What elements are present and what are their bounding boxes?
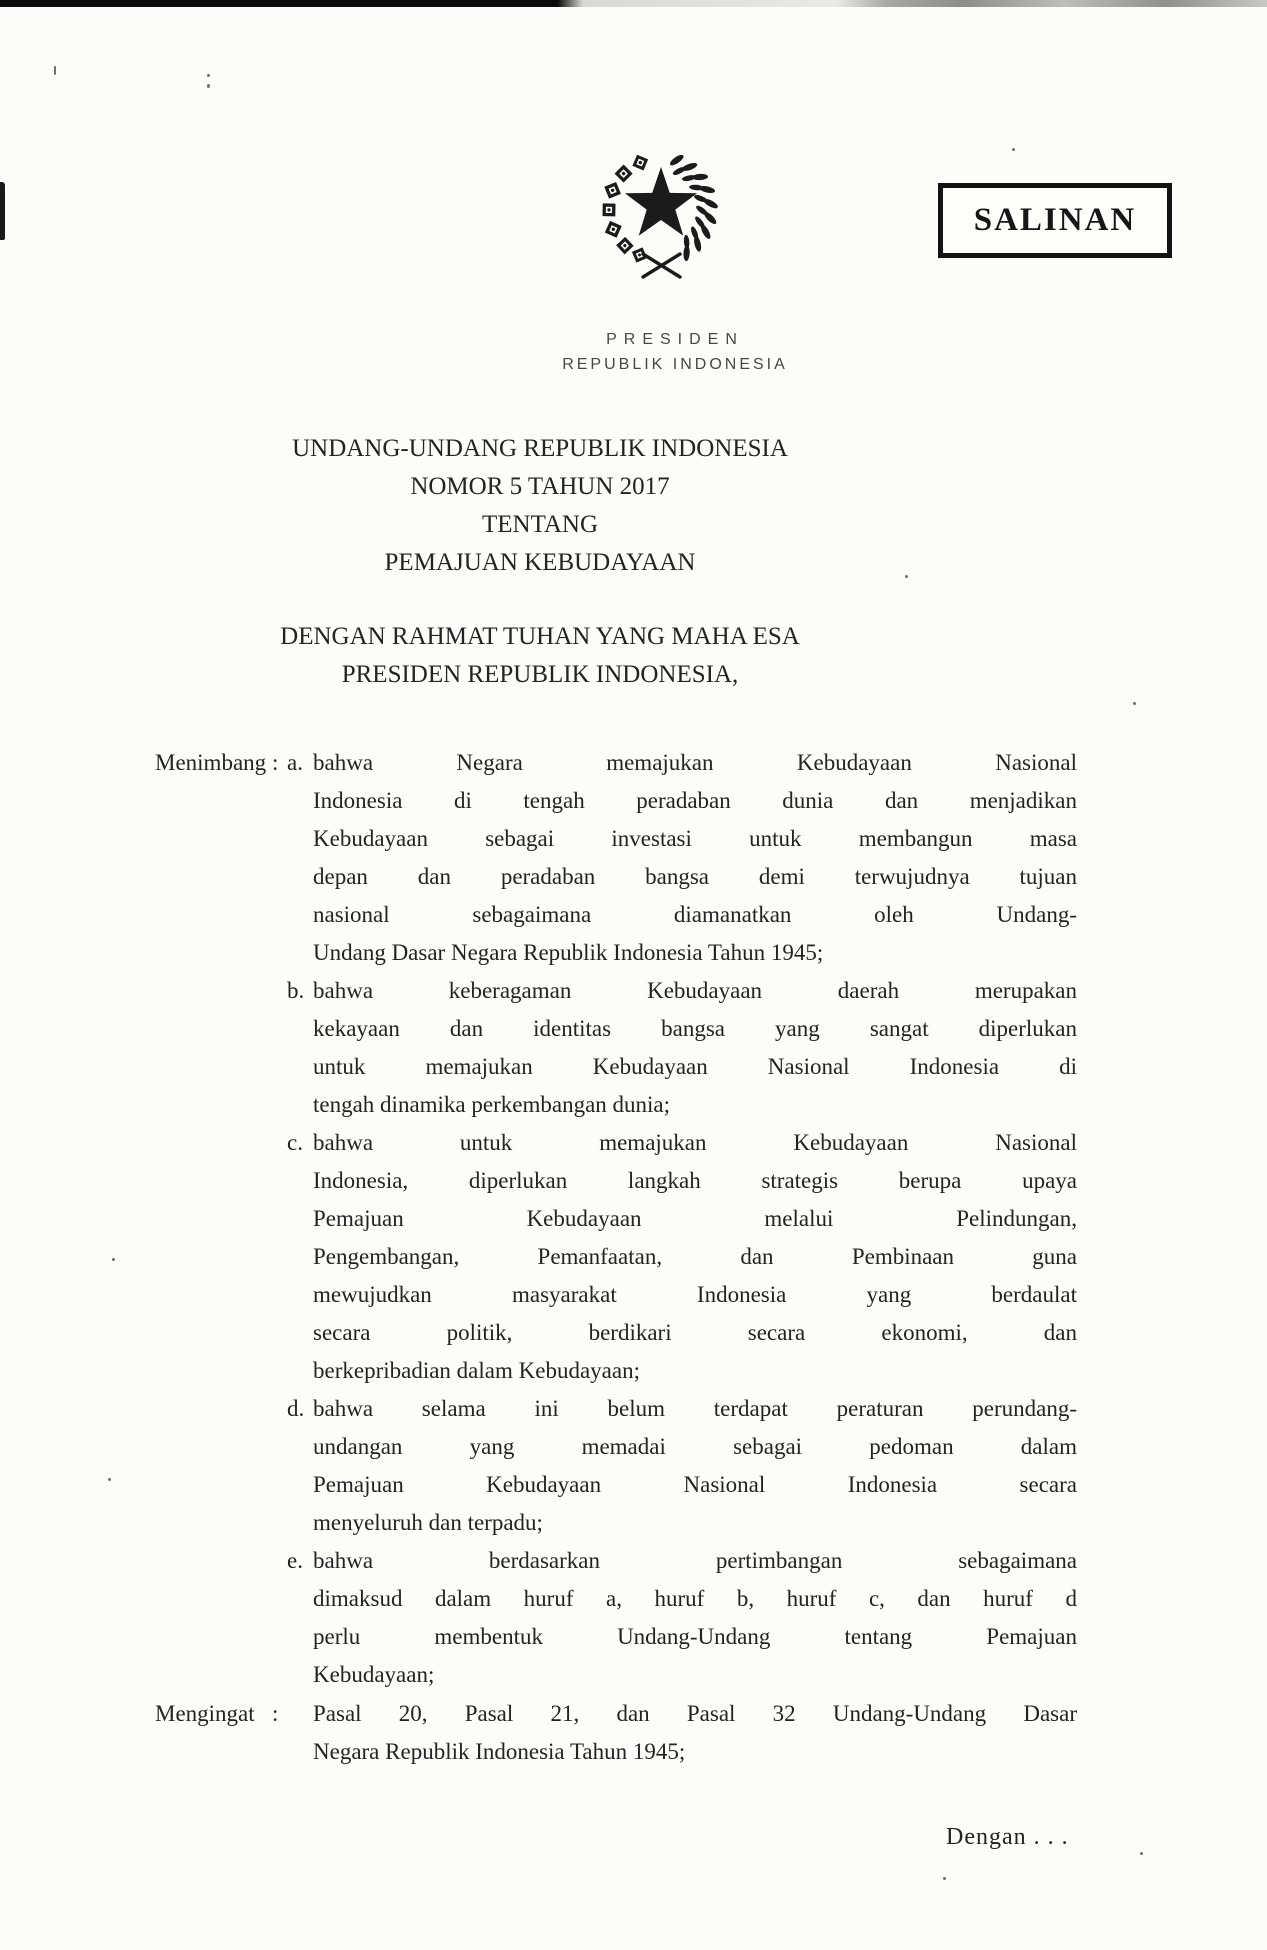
scan-speck: [1133, 702, 1136, 705]
scan-artifact-top-strip: [0, 0, 1267, 7]
text-line: Indonesia di tengah peradaban dunia dan menjadikan: [313, 788, 1077, 813]
scan-speck: [1012, 148, 1015, 151]
item-letter: b.: [287, 978, 305, 1003]
text-line: NOMOR 5 TAHUN 2017: [410, 473, 670, 500]
text-line: Indonesia, diperlukan langkah strategis berupa upaya: [313, 1168, 1077, 1193]
item-lines: [313, 1542, 1077, 1694]
text-line: DENGAN RAHMAT TUHAN YANG MAHA ESA: [280, 623, 800, 650]
scan-speck: [1140, 1852, 1143, 1855]
recital-lines: [313, 1695, 1077, 1771]
recital-spacer: [287, 1695, 313, 1771]
text-line: menyeluruh dan terpadu;: [313, 1510, 543, 1535]
text-line: Pemajuan Kebudayaan Nasional Indonesia secara: [313, 1472, 1077, 1497]
text-line: Pasal 20, Pasal 21, dan Pasal 32 Undang-Undang Dasar: [313, 1701, 1077, 1726]
presidential-star-wreath-seal-icon: [583, 143, 735, 301]
item-lines: [313, 1390, 1077, 1542]
text-line: Kebudayaan sebagai investasi untuk membangun masa: [313, 826, 1077, 851]
text-line: tengah dinamika perkembangan dunia;: [313, 1092, 671, 1117]
item-lines: [313, 744, 1077, 972]
considerations-items: [287, 744, 1077, 1694]
text-line: kekayaan dan identitas bangsa yang sangat diperlukan: [313, 1016, 1077, 1041]
item-letter: e.: [287, 1548, 303, 1573]
text-line: berkepribadian dalam Kebudayaan;: [313, 1358, 640, 1383]
text-line: bahwa selama ini belum terdapat peraturan perundang-: [313, 1396, 1077, 1421]
text-line: mewujudkan masyarakat Indonesia yang berdaulat: [313, 1282, 1077, 1307]
letterhead-presiden: PRESIDEN: [606, 331, 744, 348]
salinan-stamp-label: SALINAN: [973, 202, 1137, 238]
scan-artifact-left-mark: [0, 182, 5, 240]
considerations-label: Menimbang: [155, 750, 267, 775]
text-line: PEMAJUAN KEBUDAYAAN: [384, 549, 696, 576]
text-line: secara politik, berdikari secara ekonomi, dan: [313, 1320, 1077, 1345]
recital-label: Mengingat: [155, 1701, 255, 1726]
text-line: nasional sebagaimana diamanatkan oleh Undang-: [313, 902, 1077, 927]
consideration-item: [287, 1124, 1077, 1390]
consideration-item: [287, 1390, 1077, 1542]
consideration-item: [287, 972, 1077, 1124]
letterhead: [525, 331, 825, 374]
scan-speck: [207, 74, 210, 77]
text-line: Pemajuan Kebudayaan melalui Pelindungan,: [313, 1206, 1077, 1231]
text-line: PRESIDEN REPUBLIK INDONESIA,: [341, 661, 739, 688]
text-line: bahwa untuk memajukan Kebudayaan Nasional: [313, 1130, 1077, 1155]
text-line: TENTANG: [481, 511, 599, 538]
preamble-block: [158, 618, 922, 694]
letterhead-republik-indonesia: REPUBLIK INDONESIA: [562, 356, 788, 373]
scan-speck: [54, 66, 56, 75]
item-lines: [313, 972, 1077, 1124]
scan-speck: [112, 1258, 115, 1261]
text-line: untuk memajukan Kebudayaan Nasional Indonesia di: [313, 1054, 1077, 1079]
text-line: undangan yang memadai sebagai pedoman dalam: [313, 1434, 1077, 1459]
text-line: UNDANG-UNDANG REPUBLIK INDONESIA: [292, 435, 788, 462]
item-letter: c.: [287, 1130, 303, 1155]
text-line: bahwa Negara memajukan Kebudayaan Nasional: [313, 750, 1077, 775]
salinan-stamp-box: [938, 183, 1172, 258]
document-title-block: [158, 430, 922, 582]
consideration-item: [287, 744, 1077, 972]
text-line: Pengembangan, Pemanfaatan, dan Pembinaan guna: [313, 1244, 1077, 1269]
text-line: bahwa berdasarkan pertimbangan sebagaimana: [313, 1548, 1077, 1573]
scan-speck: [108, 1478, 111, 1481]
text-line: dimaksud dalam huruf a, huruf b, huruf c, dan huruf d: [313, 1586, 1077, 1611]
recital-colon: :: [272, 1701, 279, 1726]
scan-speck: [943, 1877, 946, 1880]
considerations-section: [155, 744, 1077, 1694]
text-line: bahwa keberagaman Kebudayaan daerah merupakan: [313, 978, 1077, 1003]
considerations-colon: :: [272, 750, 279, 775]
text-line: Undang Dasar Negara Republik Indonesia Tahun 1945;: [313, 940, 824, 965]
catchword: Dengan . . .: [946, 1824, 1069, 1850]
text-line: perlu membentuk Undang-Undang tentang Pemajuan: [313, 1624, 1077, 1649]
text-line: Kebudayaan;: [313, 1662, 435, 1687]
recital-section: [155, 1695, 1077, 1771]
text-line: depan dan peradaban bangsa demi terwujudnya tujuan: [313, 864, 1077, 889]
item-letter: a.: [287, 750, 303, 775]
text-line: Negara Republik Indonesia Tahun 1945;: [313, 1739, 686, 1764]
consideration-item: [287, 1542, 1077, 1694]
presidential-seal: [583, 143, 735, 301]
scan-speck: [207, 84, 210, 88]
item-letter: d.: [287, 1396, 305, 1421]
item-lines: [313, 1124, 1077, 1390]
